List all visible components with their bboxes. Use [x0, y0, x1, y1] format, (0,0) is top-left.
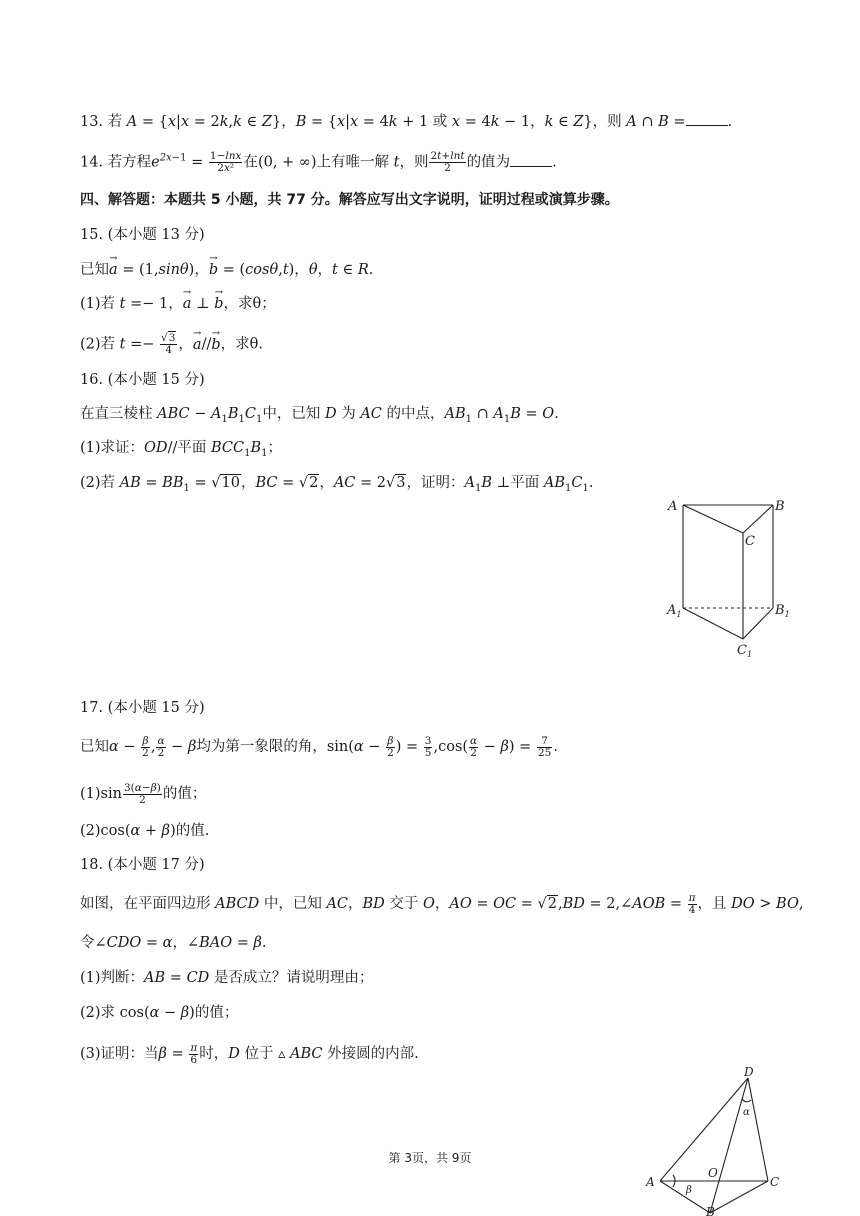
answer-blank: [686, 113, 728, 126]
quad-label-alpha: α: [743, 1107, 750, 1118]
question-18-header: 18. (本小题 17 分): [80, 857, 205, 873]
question-15-header: 15. (本小题 13 分): [80, 227, 205, 243]
question-18-part1: (1)判断：AB = CD 是否成立？请说明理由；: [80, 970, 374, 986]
quad-label-beta: β: [686, 1185, 692, 1196]
quadrilateral-figure: [640, 1066, 790, 1216]
question-16-part1: (1)求证：OD//平面 $BCC_1B_1$；: [80, 440, 282, 459]
question-17-part1: (1)sin $\frac{3(\alpha-\beta)}{2}$ 的值；: [80, 781, 207, 806]
question-15-part1: (1)若 t =− 1，→ a ⊥ → b，求θ；: [80, 294, 276, 314]
question-16-header: 16. (本小题 15 分): [80, 372, 205, 388]
quad-label-B: B: [706, 1205, 715, 1216]
question-16-stem: 在直三棱柱 ABC − $A_1B_1C_1$中，已知 D 为 AC 的中点，$AB_1$ ∩ $A_1B = O$.: [80, 406, 559, 425]
question-18-stem-line2: 令∠CDO = α，∠BAO = β.: [80, 935, 267, 951]
quad-label-D: D: [744, 1066, 754, 1079]
prism-label-A: A: [668, 499, 678, 514]
prism-label-C: C: [745, 534, 755, 549]
question-16-part2: (2)若 AB = $BB_1 = √10$，BC = √2，AC = 2√3，证明：$A_1B$ ⊥平面 $AB_1C_1$.: [80, 475, 594, 494]
section-heading: 四、解答题：本题共 5 小题，共 77 分。解答应写出文字说明，证明过程或演算步骤。: [80, 192, 619, 208]
quad-label-O: O: [708, 1166, 718, 1180]
question-18-stem-line1: 如图，在平面四边形 ABCD 中，已知 AC，BD 交于 O，AO = OC = √2,BD = 2,∠AOB = $\frac{\pi}{4}$ ，且 DO > BO,: [80, 891, 804, 916]
question-13: 13. 若 A = {x|x = 2k,k ∈ Z}，B = {x|x = 4k + 1 或 x = 4k − 1，k ∈ Z}，则 A ∩ B = .: [80, 114, 733, 130]
prism-figure: [665, 493, 795, 668]
question-15-part2: (2)若 t =− $\frac{√3}{4}$ ，→ a//→ b，求θ.: [80, 333, 263, 356]
question-18-part2: (2)求 cos(α − β)的值；: [80, 1005, 239, 1021]
quad-label-C: C: [770, 1175, 780, 1189]
prism-label-A1: $A_1$: [667, 603, 682, 619]
question-18-part3: (3)证明：当β = $\frac{\pi}{6}$ 时，D 位于 ▵ ABC 外接圆的内部.: [80, 1041, 419, 1066]
prism-label-B1: $B_1$: [775, 603, 790, 619]
page-footer: 第 3页，共 9页: [388, 1151, 472, 1165]
prism-label-C1: $C_1$: [737, 643, 753, 659]
question-15-stem: 已知→ a = (1,sinθ)，→ b = (cosθ,t)，θ，t ∈ R.: [80, 260, 373, 280]
answer-blank: [510, 154, 552, 167]
question-17-stem: 已知α − $\frac{\beta}{2}$ , $\frac{\alpha}{2}$ − β均为第一象限的角，sin(α − $\frac{\beta}{2}$ ) = $\frac{3}{5}$ ,cos( $\frac{\alpha}{2}$ − β) = $\frac{7}{25}$ .: [80, 734, 558, 759]
question-17-header: 17. (本小题 15 分): [80, 700, 205, 716]
quad-label-A: A: [646, 1175, 655, 1189]
question-14: 14. 若方程$e^{2x-1}$ = $\frac{1-\ln x}{\text{2x²}}$ 在(0, + ∞)上有唯一解 t，则 $\frac{2t+\ln t}{2}$ 的值为 .: [80, 150, 557, 174]
question-17-part2: (2)cos(α + β)的值.: [80, 823, 210, 839]
prism-label-B: B: [775, 499, 785, 514]
